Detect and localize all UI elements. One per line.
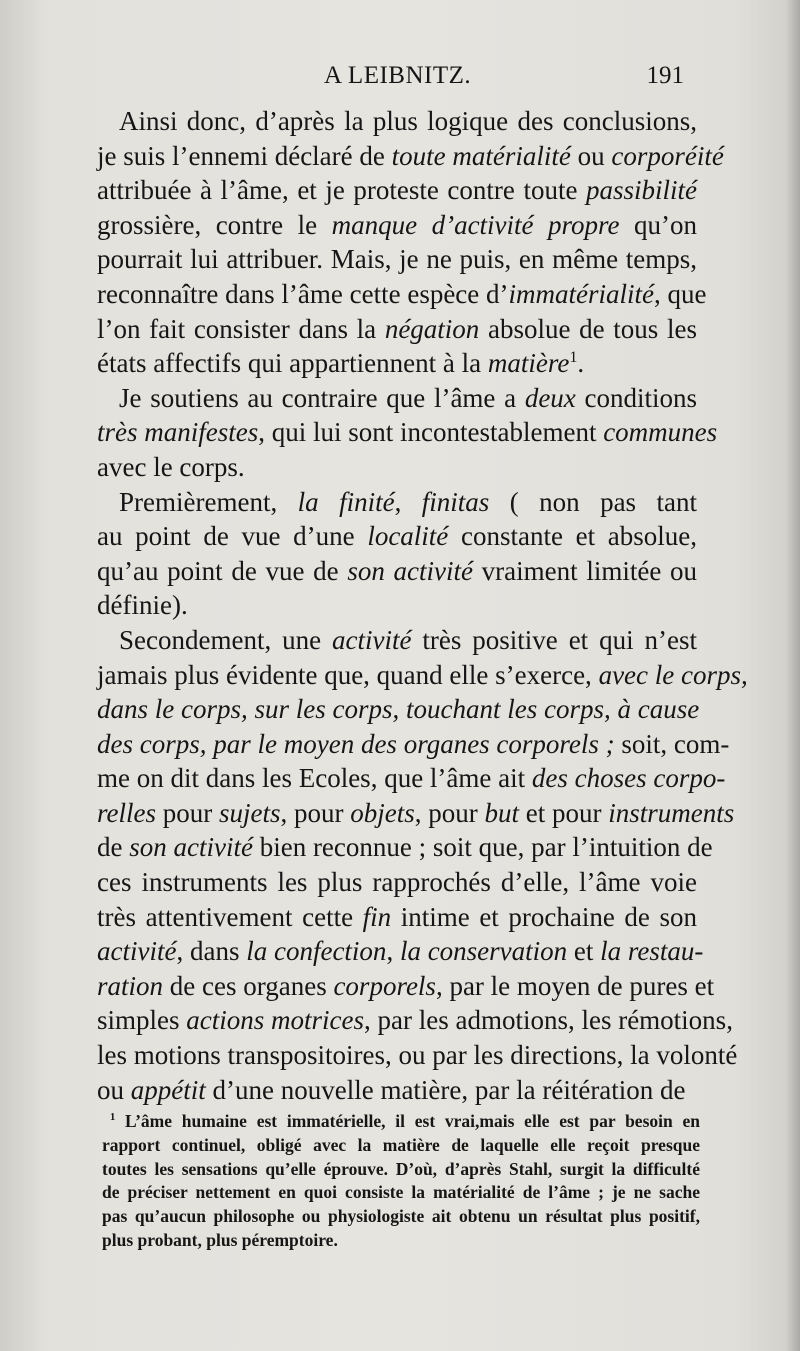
text-run: de préciser nettement en quoi consiste la matérialité de l’âme ; je ne sache bbox=[102, 1182, 700, 1203]
footnote-marker: 1 bbox=[569, 348, 578, 367]
italic-run: finitas bbox=[421, 486, 490, 517]
text-run: , bbox=[386, 936, 400, 967]
text-run: , par les admotions, les rémotions, bbox=[364, 1005, 733, 1036]
italic-run: relles bbox=[97, 797, 156, 828]
text-run: ou bbox=[97, 1074, 131, 1105]
text-run: ( non pas tant bbox=[489, 486, 697, 517]
text-run: , qui lui sont incontestablement bbox=[258, 417, 604, 448]
text-line bbox=[97, 692, 700, 727]
text-line bbox=[97, 830, 713, 865]
italic-run: négation bbox=[384, 313, 480, 344]
text-run: rapport continuel, obligé avec la matière de laquelle elle reçoit presque bbox=[102, 1134, 700, 1155]
text-run: . bbox=[577, 348, 585, 379]
italic-run: son activité bbox=[347, 555, 473, 586]
page-edge-shadow bbox=[786, 0, 800, 1351]
text-line bbox=[97, 242, 697, 277]
text-line bbox=[97, 139, 724, 174]
text-line bbox=[97, 623, 697, 658]
text-run: pas qu’aucun philosophe ou physiologiste ait obtenu un résultat plus positif, bbox=[102, 1206, 700, 1227]
italic-run: appétit bbox=[130, 1074, 206, 1105]
italic-run: des choses corpo- bbox=[531, 763, 726, 794]
text-run: , pour bbox=[280, 797, 351, 828]
italic-run: passibilité bbox=[585, 175, 697, 206]
text-run: définie). bbox=[97, 590, 188, 621]
footnote-line bbox=[102, 1229, 700, 1253]
text-run: de bbox=[97, 832, 130, 863]
text-run: très positive et qui n’est bbox=[411, 624, 697, 655]
italic-run: la restau- bbox=[600, 936, 704, 967]
italic-run: matière bbox=[487, 348, 570, 379]
text-line bbox=[97, 1038, 738, 1073]
text-run: me on dit dans les Ecoles, que l’âme ait bbox=[97, 763, 532, 794]
text-run: très attentivement cette bbox=[97, 901, 363, 932]
text-run: simples bbox=[97, 1005, 187, 1036]
text-line bbox=[97, 312, 697, 347]
italic-run: activité bbox=[332, 624, 412, 655]
text-line bbox=[97, 658, 748, 693]
text-run: , pour bbox=[414, 797, 485, 828]
footnote-line bbox=[102, 1110, 700, 1134]
text-run: , dans bbox=[176, 936, 247, 967]
text-line bbox=[97, 346, 697, 381]
text-run: Je soutiens au contraire que l’âme a bbox=[119, 382, 525, 413]
text-line bbox=[97, 208, 697, 243]
italic-run: manque bbox=[331, 209, 418, 240]
page-header bbox=[96, 58, 686, 94]
italic-run: immatérialité bbox=[508, 278, 654, 309]
text-run: qu’au point de vue de bbox=[97, 555, 348, 586]
text-run: bien reconnue ; soit que, par l’intuition de bbox=[252, 832, 713, 863]
italic-run: corporéité bbox=[611, 140, 724, 171]
italic-run: la confection bbox=[246, 936, 387, 967]
text-line bbox=[97, 173, 697, 208]
footnote bbox=[102, 1110, 700, 1253]
page-number: 191 bbox=[646, 62, 684, 89]
text-run: Secondement, une bbox=[119, 624, 333, 655]
text-run: Ainsi donc, d’après la plus logique des conclusions, bbox=[119, 106, 697, 136]
text-line bbox=[97, 900, 697, 935]
text-run: de ces organes bbox=[163, 970, 334, 1001]
footnote-line bbox=[102, 1205, 700, 1229]
italic-run: actions motrices bbox=[186, 1005, 364, 1036]
italic-run: but bbox=[484, 797, 520, 828]
text-line bbox=[97, 519, 697, 554]
italic-run: activité bbox=[97, 936, 177, 967]
text-line bbox=[97, 277, 707, 312]
italic-run: communes bbox=[603, 417, 718, 448]
text-run bbox=[417, 210, 431, 240]
text-run: les motions transpositoires, ou par les directions, la volonté bbox=[97, 1040, 738, 1071]
text-run: , bbox=[394, 486, 422, 517]
text-run: L’âme humaine est immatérielle, il est vrai,mais elle est par besoin en bbox=[115, 1111, 700, 1131]
text-run: d’une nouvelle matière, par la réitération de bbox=[205, 1074, 686, 1105]
text-run: soit, com- bbox=[614, 728, 730, 759]
text-line bbox=[97, 1073, 697, 1108]
footnote-line bbox=[102, 1181, 700, 1205]
italic-run: avec le corps, bbox=[598, 659, 748, 690]
text-line bbox=[97, 969, 715, 1004]
text-run: Premièrement, bbox=[119, 486, 298, 517]
text-run: pourrait lui attribuer. Mais, je ne puis, en même temps, bbox=[97, 244, 697, 275]
text-run: , que bbox=[654, 278, 707, 309]
text-run: et bbox=[567, 936, 601, 967]
text-run: ces instruments les plus rapprochés d’elle, l’âme voie bbox=[97, 867, 697, 898]
italic-run: fin bbox=[362, 901, 392, 932]
italic-run: localité bbox=[367, 521, 449, 552]
text-run: pour bbox=[155, 797, 219, 828]
footnote-marker: 1 bbox=[110, 1112, 116, 1124]
italic-run: toute matérialité bbox=[391, 140, 571, 171]
text-run: reconnaître dans l’âme cette espèce d’ bbox=[97, 278, 509, 309]
text-run: qu’on bbox=[619, 209, 697, 240]
text-run: plus probant, plus péremptoire. bbox=[102, 1229, 338, 1250]
italic-run: son activité bbox=[129, 832, 253, 863]
text-run: je suis l’ennemi déclaré de bbox=[97, 140, 392, 171]
italic-run: sujets bbox=[218, 797, 281, 828]
text-run: conditions bbox=[575, 382, 698, 413]
text-run: au point de vue d’une bbox=[97, 521, 368, 552]
body-text bbox=[97, 104, 748, 1107]
italic-run: objets bbox=[350, 797, 415, 828]
text-run: absolue de tous les bbox=[479, 313, 697, 344]
text-run: états affectifs qui appartiennent à la bbox=[97, 348, 488, 379]
italic-run: la conservation bbox=[399, 936, 568, 967]
text-run: , par le moyen de pures et bbox=[435, 970, 715, 1001]
text-line bbox=[97, 796, 735, 831]
footnote-line bbox=[102, 1134, 700, 1158]
italic-run: des corps, par le moyen des organes corporels ; bbox=[97, 728, 615, 759]
italic-run: instruments bbox=[608, 797, 735, 828]
italic-run: corporels bbox=[333, 970, 436, 1001]
text-run: ou bbox=[570, 140, 612, 171]
footnote-line bbox=[102, 1158, 700, 1182]
text-line bbox=[97, 485, 697, 520]
running-title: A LEIBNITZ. bbox=[324, 62, 472, 89]
text-run: et pour bbox=[519, 797, 609, 828]
italic-run: la finité bbox=[297, 486, 395, 517]
text-line bbox=[97, 381, 697, 416]
italic-run: deux bbox=[524, 382, 576, 413]
text-run: vraiment limitée ou bbox=[473, 555, 697, 586]
text-line bbox=[97, 934, 704, 969]
text-line bbox=[97, 588, 697, 623]
text-line bbox=[97, 727, 730, 762]
text-line bbox=[97, 865, 697, 900]
italic-run: très manifestes bbox=[97, 417, 259, 448]
text-run: attribuée à l’âme, et je proteste contre toute bbox=[97, 175, 586, 206]
text-line bbox=[97, 450, 697, 485]
text-line bbox=[97, 554, 697, 589]
text-run: constante et absolue, bbox=[448, 521, 697, 552]
text-run: toutes les sensations qu’elle éprouve. D’où, d’après Stahl, surgit la difficulté bbox=[102, 1158, 700, 1179]
text-line bbox=[97, 1003, 733, 1038]
text-run: l’on fait consister dans la bbox=[97, 313, 385, 344]
text-line bbox=[97, 104, 697, 139]
text-run: grossière, contre le bbox=[97, 209, 332, 240]
text-run: avec le corps. bbox=[97, 451, 245, 482]
text-line bbox=[97, 415, 718, 450]
text-line bbox=[97, 761, 726, 796]
text-run: intime et prochaine de son bbox=[391, 901, 697, 932]
italic-run: ration bbox=[97, 970, 164, 1001]
italic-run: dans le corps, sur les corps, touchant les corps, à cause bbox=[97, 694, 700, 725]
italic-run: d’activité propre bbox=[431, 209, 620, 240]
text-run: jamais plus évidente que, quand elle s’exerce, bbox=[97, 659, 599, 690]
